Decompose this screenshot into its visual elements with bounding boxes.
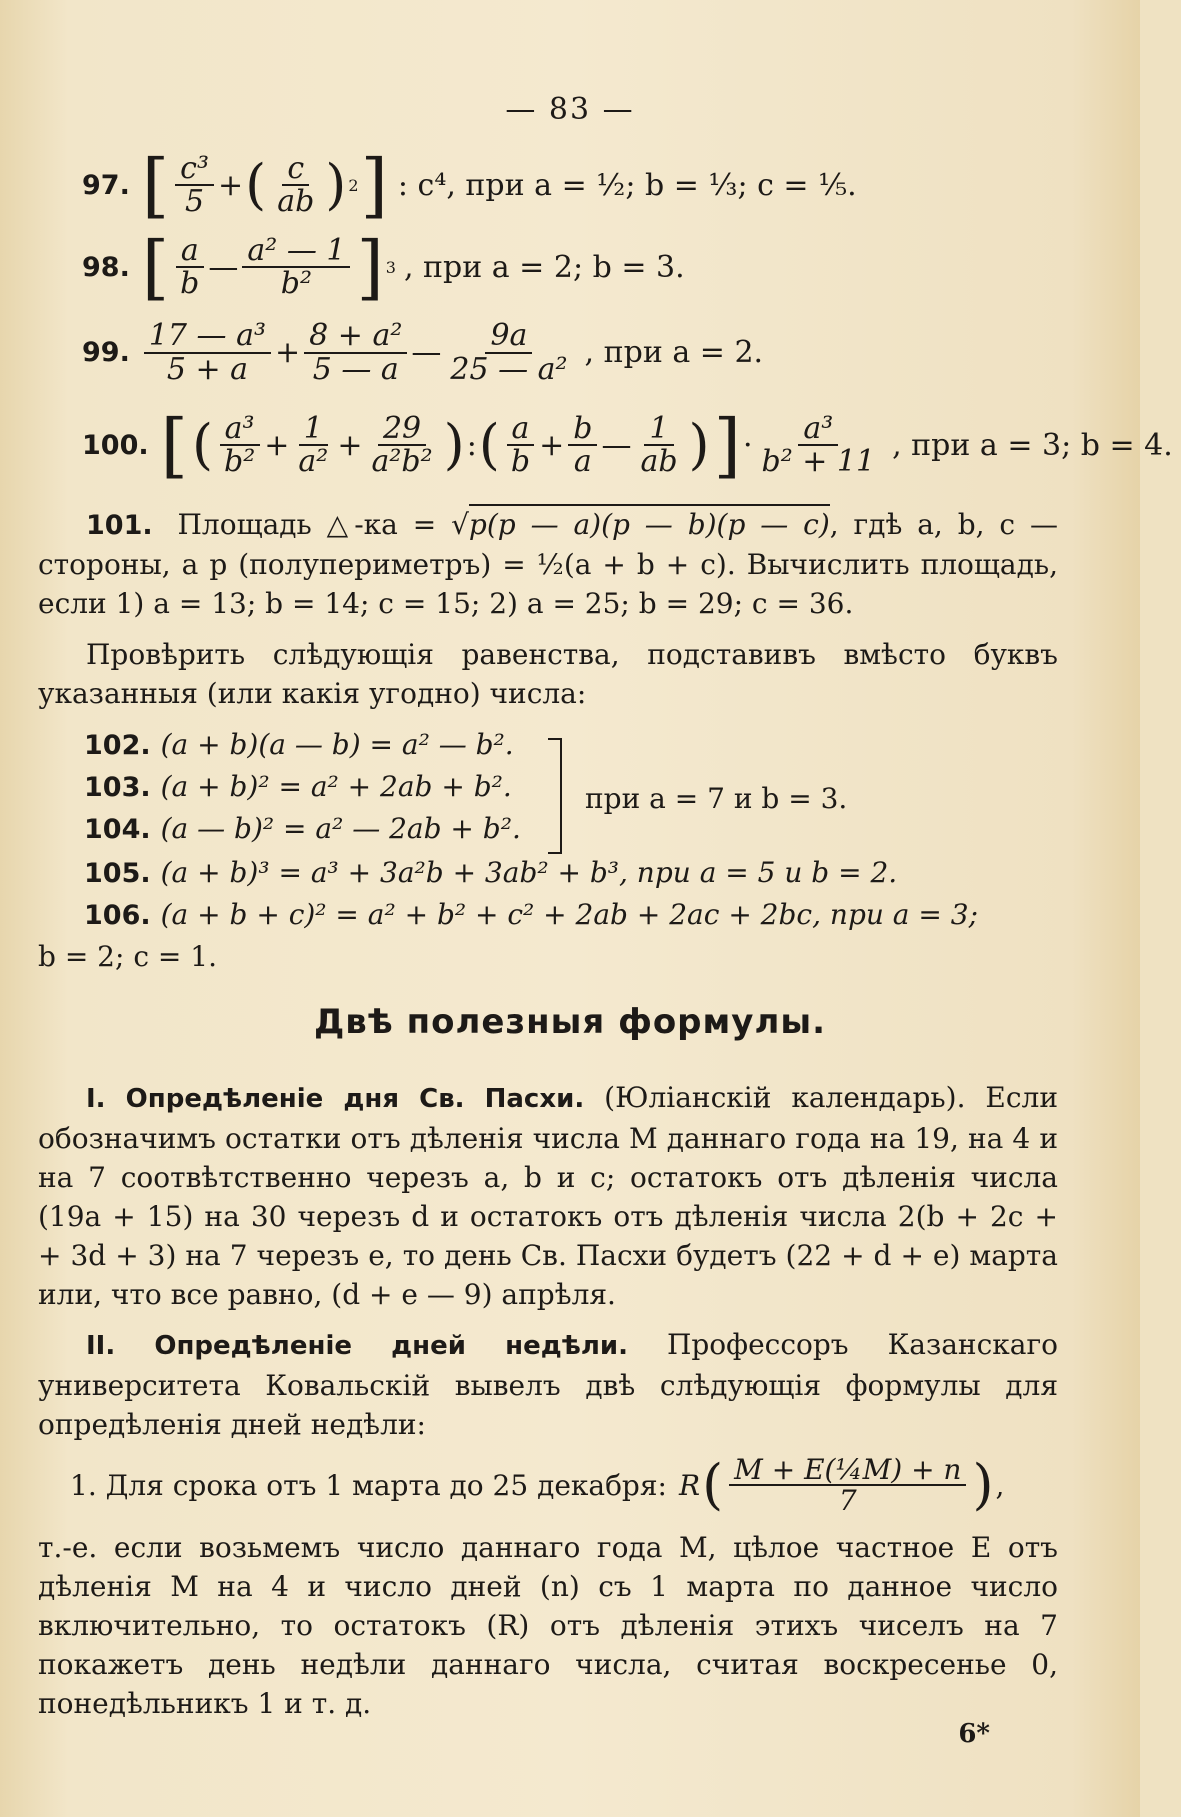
exercise-condition: , при a = 2. xyxy=(584,335,764,370)
bracket-right: ] xyxy=(360,144,388,226)
section-weekdays xyxy=(38,1325,1058,1444)
exercise-condition: , при a = 3; b = 4. xyxy=(892,427,1173,463)
bracket-left: [ xyxy=(141,144,170,226)
exercise-97: 97. [ $\frac{\text{c³}}{5}$ + ( $\frac{c}{ab}$ ) 2 ] : c⁴, при a = ½; b = ⅓; c = ⅕. xyxy=(82,144,857,226)
exercise-101: 101. Площадь △-ка = √p(p — a)(p — b)(p — c), гдѣ a, b, c — стороны, а p (полупериметръ) = ½(a + b + c). Вычислить площадь, если 1) a = 13; b = 14; c = 15; 2) a = 25; b = 29; c = 36. xyxy=(38,505,1058,623)
equation-106-continued: b = 2; c = 1. xyxy=(38,940,217,973)
exercise-number: 97. xyxy=(82,169,130,201)
formula-item-1: 1. Для срока отъ 1 марта до 25 декабря: R ( $\frac{\text{M + E(¼M) + n}}{7}$ ) , xyxy=(70,1453,1005,1518)
page-number: — 83 — xyxy=(505,92,635,127)
equation-102: 102. (a + b)(a — b) = a² — b². xyxy=(84,728,514,761)
exercise-100: 100. [ ( $\frac{\text{a³}}{\text{b²}}$ + $\frac{1}{\text{a²}}$ + $\frac{29}{\text{a²b²}}$ ) : ( $\frac{a}{b}$ + $\frac{b}{a}$ — $\frac{1}{ab}$ ) ] · $\frac{\text{a³}}{\text{b² + 11}}$ , при a = 3; b = 4. xyxy=(82,404,1173,486)
fraction: $\frac{\text{c³}}{5}$ xyxy=(175,153,214,218)
group-condition: при a = 7 и b = 3. xyxy=(585,782,848,815)
fraction: $\frac{c}{ab}$ xyxy=(277,150,315,219)
printer-signature: 6* xyxy=(958,1719,990,1749)
section-body: (Юліанскій календарь). Если обозначимъ остатки отъ дѣленія числа M даннаго года на 19, на 4 и на 7 соотвѣтственно черезъ a, b и c; остатокъ отъ дѣленія числа (19a + 15) на 30 черезъ d и остатокъ отъ дѣленія числа 2(b + 2c + + 3d + 3) на 7 черезъ e, то день Св. Пасхи будетъ (22 + d + e) марта или, что все равно, (d + e — 9) апрѣля. xyxy=(38,1081,1058,1311)
exercise-98: 98. [ $\frac{a}{b}$ — $\frac{\text{a² — 1}}{\text{b²}}$ ] 3 , при a = 2; b = 3. xyxy=(82,226,685,308)
equation-103: 103. (a + b)² = a² + 2ab + b². xyxy=(84,770,512,803)
item-1-explanation: т.-е. если возьмемъ число даннаго года M, цѣлое частное E отъ дѣленія M на 4 и число дней (n) съ 1 марта по данное число включительно, то остатокъ (R) отъ дѣленія этихъ чиселъ на 7 покажетъ день недѣли даннаго числа, считая воскресенье 0, понедѣльникъ 1 и т. д. xyxy=(38,1531,1058,1720)
exercise-text: , гдѣ a, b, c — стороны, а p (полупериметръ) = ½(a + b + c). Вычислить площадь, если 1) a = 13; b = 14; c = 15; 2) a = 25; b = 29; c = 36. xyxy=(38,508,1058,620)
area-label: Площадь △-ка = xyxy=(177,508,437,541)
section-easter xyxy=(38,1078,1058,1314)
exercise-number: 101. xyxy=(86,510,153,541)
equation-106: 106. (a + b + c)² = a² + b² + c² + 2ab + 2ac + 2bc, при a = 3; xyxy=(84,898,978,931)
item-lead: 1. Для срока отъ 1 марта до 25 декабря: xyxy=(70,1468,667,1502)
equation-105: 105. (a + b)³ = a³ + 3a²b + 3ab² + b³, при a = 5 и b = 2. xyxy=(84,856,898,889)
section-title: I. Опредѣленіе дня Св. Пасхи. xyxy=(86,1084,585,1114)
exercise-condition: : c⁴, при a = ½; b = ⅓; c = ⅕. xyxy=(397,167,857,203)
group-bracket xyxy=(548,738,562,854)
weekday-formula: $\frac{\text{M + E(¼M) + n}}{7}$ xyxy=(729,1455,966,1516)
exercise-number: 100. xyxy=(82,429,149,461)
exercise-number: 98. xyxy=(82,251,130,283)
section-title: II. Опредѣленіе дней недѣли. xyxy=(86,1331,628,1361)
heron-radicand: p(p — a)(p — b)(p — c) xyxy=(469,504,830,541)
exercise-99: 99. $\frac{\text{17 — a³}}{5 + a}$ + $\frac{\text{8 + a²}}{5 — a}$ — $\frac{9a}{\text{25 — a²}}$ , при a = 2. xyxy=(82,318,764,387)
section-heading: Двѣ полезныя формулы. xyxy=(313,1002,827,1042)
exercise-condition: , при a = 2; b = 3. xyxy=(403,249,685,285)
exercise-number: 99. xyxy=(82,337,130,368)
check-intro: Провѣрить слѣдующія равенства, подставивъ вмѣсто буквъ указанныя (или какія угодно) числа: xyxy=(38,638,1058,710)
section-body: Профессоръ Казанскаго университета Ковальскій вывелъ двѣ слѣдующія формулы для опредѣленія дней недѣли: xyxy=(38,1328,1058,1441)
equation-104: 104. (a — b)² = a² — 2ab + b². xyxy=(84,812,521,845)
